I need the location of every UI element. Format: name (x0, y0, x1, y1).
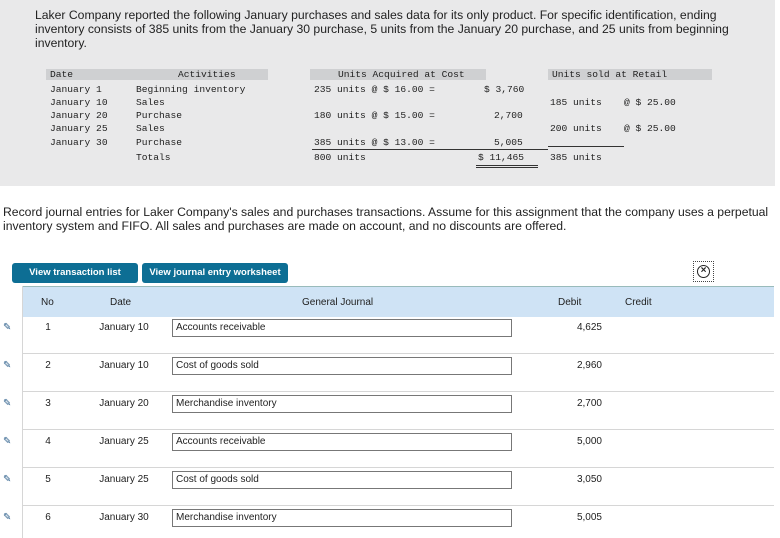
pencil-icon[interactable]: ✎ (3, 322, 12, 333)
journal-row (0, 392, 775, 430)
totals-label: Totals (136, 152, 171, 163)
row-date: January 25 (50, 123, 108, 134)
entry-number: 6 (45, 512, 51, 523)
row-cost: 2,700 (494, 110, 523, 121)
journal-row (0, 468, 775, 506)
entry-date: January 10 (99, 360, 149, 371)
col-no: No (41, 297, 54, 308)
account-field[interactable]: Cost of goods sold (172, 471, 512, 489)
col-date: Date (110, 297, 132, 308)
totals-sold: 385 units (550, 152, 602, 163)
view-journal-worksheet-button[interactable]: View journal entry worksheet (142, 263, 288, 283)
account-field[interactable]: Merchandise inventory (172, 395, 512, 413)
col-date-header: Date (50, 69, 74, 80)
journal-row (0, 430, 775, 468)
close-icon[interactable]: × (693, 261, 714, 282)
row-activity: Beginning inventory (136, 84, 246, 95)
entry-date: January 30 (99, 512, 149, 523)
row-cost: $ 3,760 (484, 84, 525, 95)
row-acquired: 235 units @ $ 16.00 = (314, 84, 435, 95)
instructions: Record journal entries for Laker Company's sales and purchases transactions. Assume for this assignment that the company uses a perpetual inventory system and FIFO. All sales and purchases are made on account, and no discounts are offered. (3, 205, 769, 233)
row-activity: Purchase (136, 137, 183, 148)
pencil-icon[interactable]: ✎ (3, 436, 12, 447)
debit-value: 5,000 (576, 436, 602, 447)
account-field[interactable]: Cost of goods sold (172, 357, 512, 375)
col-general-journal: General Journal (302, 297, 374, 308)
pencil-icon[interactable]: ✎ (3, 360, 12, 371)
journal-row (0, 354, 775, 392)
col-acquired-header: Units Acquired at Cost (338, 69, 465, 80)
row-cost: 5,005 (494, 137, 523, 148)
entry-number: 2 (45, 360, 51, 371)
journal-row (0, 316, 775, 354)
account-field[interactable]: Merchandise inventory (172, 509, 512, 527)
entry-number: 1 (45, 322, 51, 333)
col-activities-header: Activities (178, 69, 236, 80)
entry-number: 3 (45, 398, 51, 409)
entry-number: 5 (45, 474, 51, 485)
double-rule (476, 167, 538, 168)
debit-value: 4,625 (576, 322, 602, 333)
totals-cost: $ 11,465 (478, 152, 525, 163)
entry-date: January 25 (99, 436, 149, 447)
totals-rule (312, 149, 548, 150)
problem-intro: Laker Company reported the following January purchases and sales data for its only product. For specific identification, ending inventory consists of 385 units from the January 30 purchase, 5 units from the January 20 purchase, and 25 units from beginning inventory. (35, 8, 729, 50)
entry-date: January 25 (99, 474, 149, 485)
entry-date: January 10 (99, 322, 149, 333)
journal-row (0, 506, 775, 538)
debit-value: 3,050 (576, 474, 602, 485)
col-debit: Debit (558, 297, 582, 308)
row-date: January 1 (50, 84, 102, 95)
col-credit: Credit (625, 297, 652, 308)
debit-value: 5,005 (576, 512, 602, 523)
row-date: January 30 (50, 137, 108, 148)
entry-number: 4 (45, 436, 51, 447)
row-date: January 20 (50, 110, 108, 121)
debit-value: 2,700 (576, 398, 602, 409)
journal-table (0, 286, 775, 538)
account-field[interactable]: Accounts receivable (172, 319, 512, 337)
journal-table-header (22, 286, 774, 317)
totals-rule (548, 146, 624, 147)
row-acquired: 180 units @ $ 15.00 = (314, 110, 435, 121)
row-retail: @ $ 25.00 (624, 123, 676, 134)
row-activity: Sales (136, 97, 165, 108)
row-activity: Purchase (136, 110, 183, 121)
pencil-icon[interactable]: ✎ (3, 474, 12, 485)
entry-date: January 20 (99, 398, 149, 409)
totals-acquired: 800 units (314, 152, 366, 163)
row-sold: 200 units (550, 123, 602, 134)
debit-value: 2,960 (576, 360, 602, 371)
row-date: January 10 (50, 97, 108, 108)
row-retail: @ $ 25.00 (624, 97, 676, 108)
problem-panel (0, 0, 775, 186)
view-transaction-list-button[interactable]: View transaction list (12, 263, 138, 283)
double-rule (476, 165, 538, 166)
row-activity: Sales (136, 123, 165, 134)
pencil-icon[interactable]: ✎ (3, 512, 12, 523)
row-acquired: 385 units @ $ 13.00 = (314, 137, 435, 148)
pencil-icon[interactable]: ✎ (3, 398, 12, 409)
row-sold: 185 units (550, 97, 602, 108)
account-field[interactable]: Accounts receivable (172, 433, 512, 451)
col-sold-header: Units sold at Retail (552, 69, 668, 80)
